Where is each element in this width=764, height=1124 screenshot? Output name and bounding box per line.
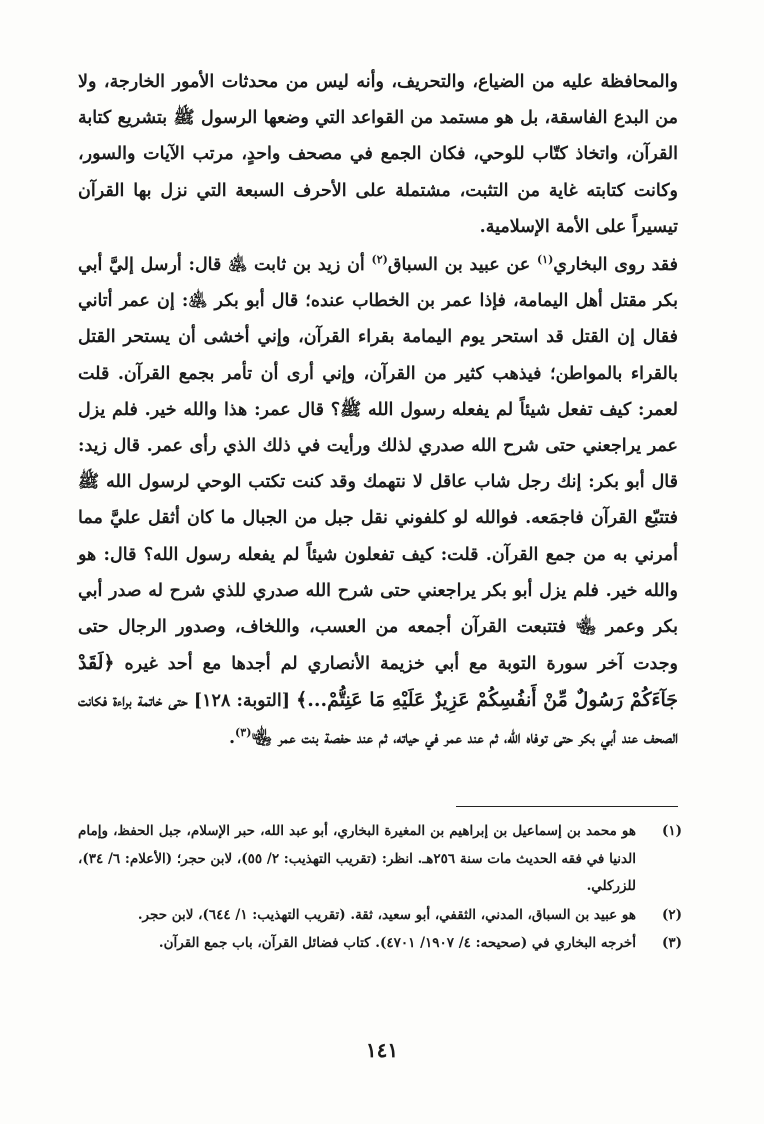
footnote-number: (١): [661, 823, 682, 839]
quran-verse: ﴿لَقَدْ جَآءَكُمْ رَسُولٌ مِّنْ أَنفُسِكُمْ عَزِيزٌ عَلَيْهِ مَا عَنِتُّمْ...﴾: [78, 652, 678, 712]
paragraph-2-part-a: فقد روى البخاري: [553, 255, 678, 276]
footnote-item: [78, 930, 682, 958]
footnote-text: أخرجه البخاري في (صحيحه: ٤/ ١٩٠٧/ ٤٧٠١). كتاب فضائل القرآن، باب جمع القرآن.: [158, 935, 636, 951]
footnote-number: (٣): [661, 935, 682, 951]
page-number: ١٤١: [365, 1038, 399, 1062]
footnote-divider: [456, 806, 678, 807]
paragraph-2-part-d: حتى خاتمة براءة فكانت الصحف عند أبي بكر حتى توفاه الله، ثم عند عمر في حياته، ثم عند حفصة بنت عمر ﵄: [78, 691, 678, 748]
footnote-item: [78, 818, 682, 901]
footnote-ref-1[interactable]: (١): [536, 253, 554, 267]
paragraph-2-part-c: أن زيد بن ثابت ﵁ قال: أرسل إليَّ أبي بكر مقتل أهل اليمامة، فإذا عمر بن الخطاب عنده؛ قال أبو بكر ﵁: إن عمر أتاني فقال إن القتل قد استحر يوم اليمامة بقراء القرآن، وإني أخشى أن يستحر القتل بالقراء بالمواطن؛ فيذهب كثير من القرآن، وإني أرى أن تأمر بجمع القرآن. قلت لعمر: كيف تفعل شيئاً لم يفعله رسول الله ﷺ؟ قال عمر: هذا والله خير. فلم يزل عمر يراجعني حتى شرح الله صدري لذلك ورأيت في ذلك الذي رأى عمر. قال زيد: قال أبو بكر: إنك رجل شاب عاقل لا نتهمك وقد كنت تكتب الوحي لرسول الله ﷺ فتتبّع القرآن فاجمَعه. فوالله لو كلفوني نقل جبل من الجبال ما كان أثقل عليَّ مما أمرني به من جمع القرآن. قلت: كيف تفعلون شيئاً لم يفعله رسول الله؟ قال: هو والله خير. فلم يزل أبو بكر يراجعني حتى شرح الله صدري للذي شرح له صدر أبي بكر وعمر ﵄ فتتبعت القرآن أجمعه من العسب، واللخاف، وصدور الرجال حتى وجدت آخر سورة التوبة مع أبي خزيمة الأنصاري لم أجدها مع أحد غيره: [78, 255, 679, 675]
verse-reference: [التوبة: ١٢٨]: [193, 691, 290, 712]
footnote-text: هو عبيد بن السباق، المدني، الثقفي، أبو سعيد، ثقة. (تقريب التهذيب: ١/ ٦٤٤)، لابن حجر.: [137, 906, 636, 923]
paragraph-2-part-b: عن عبيد بن السباق: [387, 255, 537, 276]
footnote-text: هو محمد بن إسماعيل بن إبراهيم بن المغيرة البخاري، أبو عبد الله، حبر الإسلام، جبل الحفظ، وإمام الدنيا في فقه الحديث مات سنة ٢٥٦هـ. انظر: (تقريب التهذيب: ٢/ ٥٥)، لابن حجر؛ (الأعلام: ٦/ ٣٤)، للزركلي.: [78, 823, 636, 894]
paragraph-2: [78, 247, 678, 756]
footnote-ref-2[interactable]: (٢): [371, 253, 388, 267]
paragraph-2-end: .: [228, 727, 236, 748]
footnote-ref-3[interactable]: (٣): [235, 725, 252, 739]
footnote-item: [78, 902, 682, 930]
footnote-number: (٢): [661, 906, 682, 923]
paragraph-1: والمحافظة عليه من الضياع، والتحريف، وأنه ليس من محدثات الأمور الخارجة، ولا من البدع الفاسقة، بل هو مستمد من القواعد التي وضعها الرسول ﷺ بتشريع كتابة القرآن، واتخاذ كتّاب للوحي، فكان الجمع في مصحف واحدٍ، مرتب الآيات والسور، وكانت كتابته غاية من التثبت، مشتملة على الأحرف السبعة التي نزل بها القرآن تيسيراً على الأمة الإسلامية.: [78, 72, 678, 237]
footnotes: [78, 818, 682, 959]
main-text: [78, 64, 678, 756]
